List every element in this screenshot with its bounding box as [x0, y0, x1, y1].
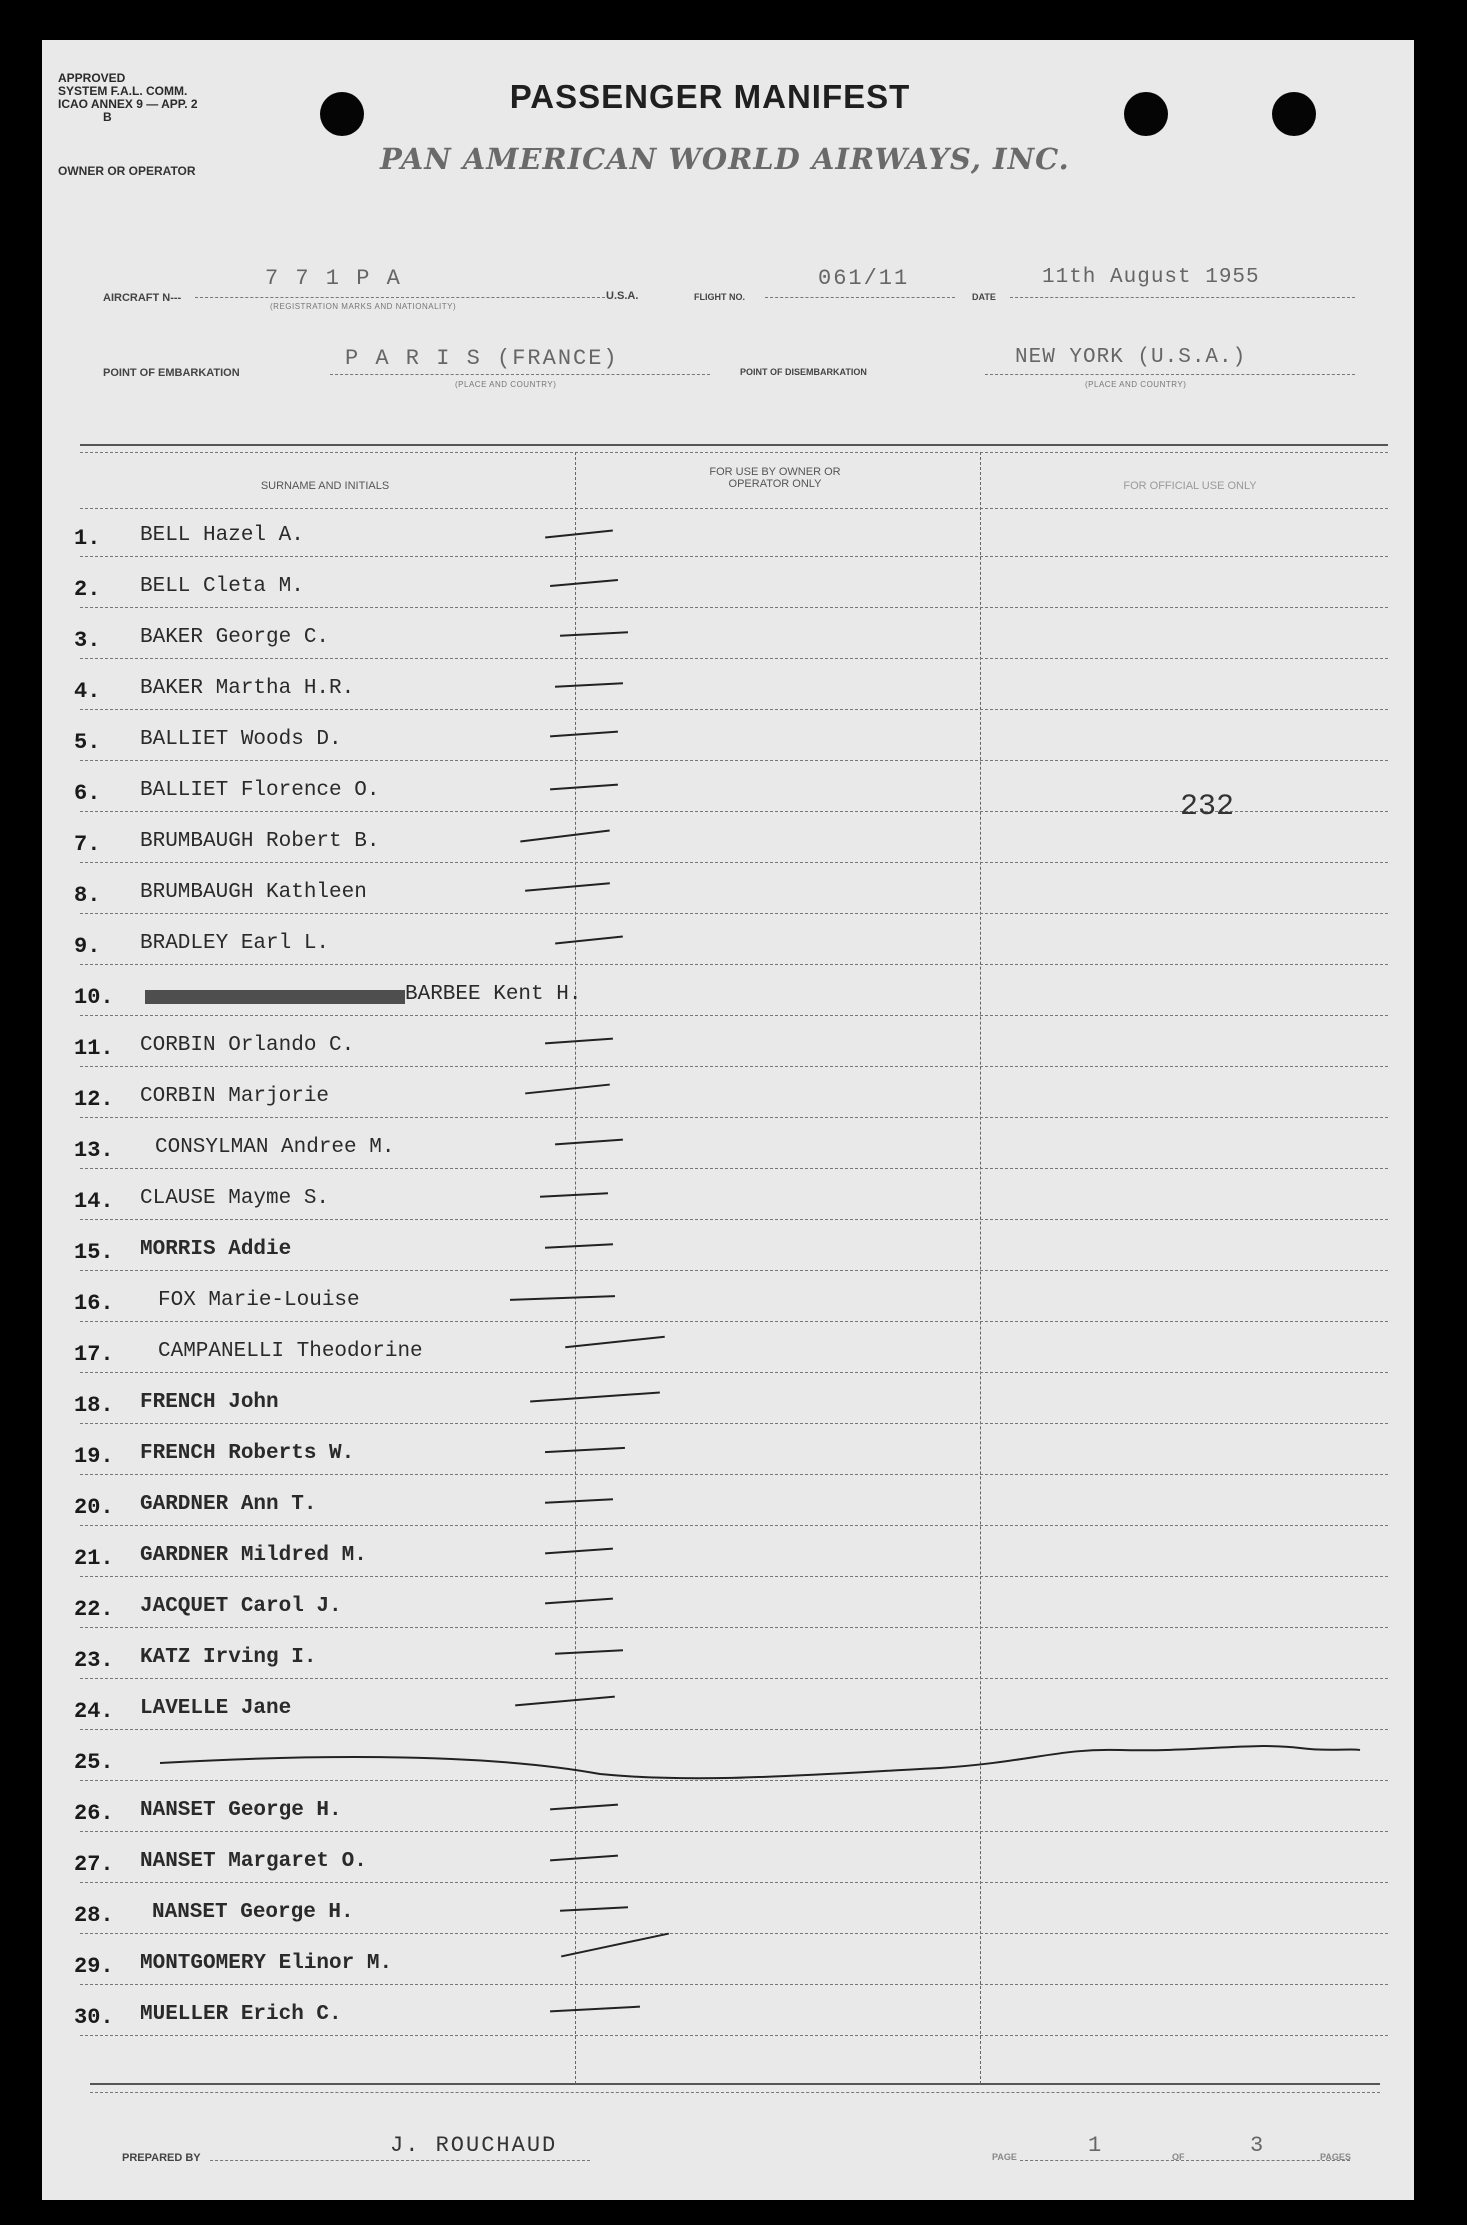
passenger-name: BELL Cleta M.	[140, 575, 304, 598]
passenger-name: CAMPANELLI Theodorine	[158, 1340, 423, 1363]
aircraft-label: AIRCRAFT N---	[103, 292, 182, 304]
of-label: OF	[1172, 2152, 1185, 2162]
disembarkation-value: NEW YORK (U.S.A.)	[1015, 346, 1247, 369]
row-number: 4.	[74, 679, 101, 704]
column-header-owner-use: FOR USE BY OWNER OR OPERATOR ONLY	[709, 466, 841, 490]
column-header-surname: SURNAME AND INITIALS	[260, 480, 390, 492]
page-number: 1	[1088, 2133, 1104, 2158]
operator-name: PAN AMERICAN WORLD AIRWAYS, INC.	[380, 142, 1070, 176]
country-label: U.S.A.	[606, 290, 639, 302]
passenger-name: CONSYLMAN Andree M.	[155, 1136, 395, 1159]
row-number: 29.	[74, 1954, 114, 1979]
passenger-name: NANSET George H.	[152, 1901, 354, 1924]
prepared-by-label: PREPARED BY	[122, 2152, 201, 2164]
row-number: 11.	[74, 1036, 114, 1061]
row-number: 23.	[74, 1648, 114, 1673]
passenger-name: BAKER Martha H.R.	[140, 677, 355, 700]
passenger-name: BRADLEY Earl L.	[140, 932, 330, 955]
row-number: 1.	[74, 526, 101, 551]
row-number: 24.	[74, 1699, 114, 1724]
embarkation-value: P A R I S (FRANCE)	[345, 346, 619, 371]
passenger-name: BARBEE Kent H.	[405, 983, 582, 1006]
row-number: 20.	[74, 1495, 114, 1520]
passenger-name: LAVELLE Jane	[140, 1697, 292, 1720]
total-pages: 3	[1250, 2133, 1266, 2158]
row-number: 28.	[74, 1903, 114, 1928]
pages-label: PAGES	[1320, 2152, 1351, 2162]
row-number: 21.	[74, 1546, 114, 1571]
margin-note: 232	[1180, 790, 1235, 824]
flight-date: 11th August 1955	[1042, 266, 1260, 289]
row-number: 12.	[74, 1087, 114, 1112]
row-number: 10.	[74, 985, 114, 1010]
passenger-name: BRUMBAUGH Robert B.	[140, 830, 380, 853]
row-number: 19.	[74, 1444, 114, 1469]
row-number: 14.	[74, 1189, 114, 1214]
registration-note: (REGISTRATION MARKS AND NATIONALITY)	[270, 302, 457, 311]
passenger-name: GARDNER Mildred M.	[140, 1544, 367, 1567]
row-number: 17.	[74, 1342, 114, 1367]
row-number: 7.	[74, 832, 101, 857]
row-number: 2.	[74, 577, 101, 602]
embarkation-label: POINT OF EMBARKATION	[103, 367, 240, 379]
row-number: 13.	[74, 1138, 114, 1163]
owner-label: OWNER OR OPERATOR	[58, 164, 196, 178]
page-label: PAGE	[992, 2152, 1017, 2162]
row-number: 8.	[74, 883, 101, 908]
passenger-name: JACQUET Carol J.	[140, 1595, 342, 1618]
column-header-official-use: FOR OFFICIAL USE ONLY	[1123, 480, 1257, 492]
row-number: 5.	[74, 730, 101, 755]
row-number: 18.	[74, 1393, 114, 1418]
date-label: DATE	[972, 292, 996, 302]
passenger-name: KATZ Irving I.	[140, 1646, 317, 1669]
row-number: 9.	[74, 934, 101, 959]
row-number: 16.	[74, 1291, 114, 1316]
passenger-name: FRENCH Roberts W.	[140, 1442, 355, 1465]
row-number: 6.	[74, 781, 101, 806]
embarkation-note: (PLACE AND COUNTRY)	[455, 380, 557, 389]
row-number: 22.	[74, 1597, 114, 1622]
disembarkation-label: POINT OF DISEMBARKATION	[740, 367, 867, 377]
row-number: 25.	[74, 1750, 114, 1775]
passenger-name: NANSET Margaret O.	[140, 1850, 367, 1873]
passenger-name: BALLIET Woods D.	[140, 728, 342, 751]
row-number: 15.	[74, 1240, 114, 1265]
row-number: 26.	[74, 1801, 114, 1826]
passenger-name: MORRIS Addie	[140, 1238, 292, 1261]
passenger-name: MUELLER Erich C.	[140, 2003, 342, 2026]
passenger-name: BALLIET Florence O.	[140, 779, 380, 802]
approval-stamp: APPROVED SYSTEM F.A.L. COMM. ICAO ANNEX 9 — APP. 2 B	[58, 71, 198, 124]
passenger-name: NANSET George H.	[140, 1799, 342, 1822]
passenger-name: BELL Hazel A.	[140, 524, 304, 547]
row-number: 3.	[74, 628, 101, 653]
prepared-by: J. ROUCHAUD	[390, 2133, 558, 2158]
page-title: PASSENGER MANIFEST	[509, 78, 911, 115]
passenger-name: GARDNER Ann T.	[140, 1493, 317, 1516]
passenger-name: FRENCH John	[140, 1391, 279, 1414]
flight-number: 061/11	[818, 266, 910, 291]
passenger-name: FOX Marie-Louise	[158, 1289, 360, 1312]
row-number: 30.	[74, 2005, 114, 2030]
row-number: 27.	[74, 1852, 114, 1877]
passenger-name: CLAUSE Mayme S.	[140, 1187, 330, 1210]
flight-label: FLIGHT NO.	[694, 292, 745, 302]
passenger-name: BAKER George C.	[140, 626, 330, 649]
passenger-name: BRUMBAUGH Kathleen	[140, 881, 367, 904]
passenger-name: CORBIN Orlando C.	[140, 1034, 355, 1057]
passenger-name: MONTGOMERY Elinor M.	[140, 1952, 393, 1975]
disembarkation-note: (PLACE AND COUNTRY)	[1085, 380, 1187, 389]
aircraft-value: 7 7 1 P A	[265, 266, 402, 291]
passenger-name: CORBIN Marjorie	[140, 1085, 330, 1108]
